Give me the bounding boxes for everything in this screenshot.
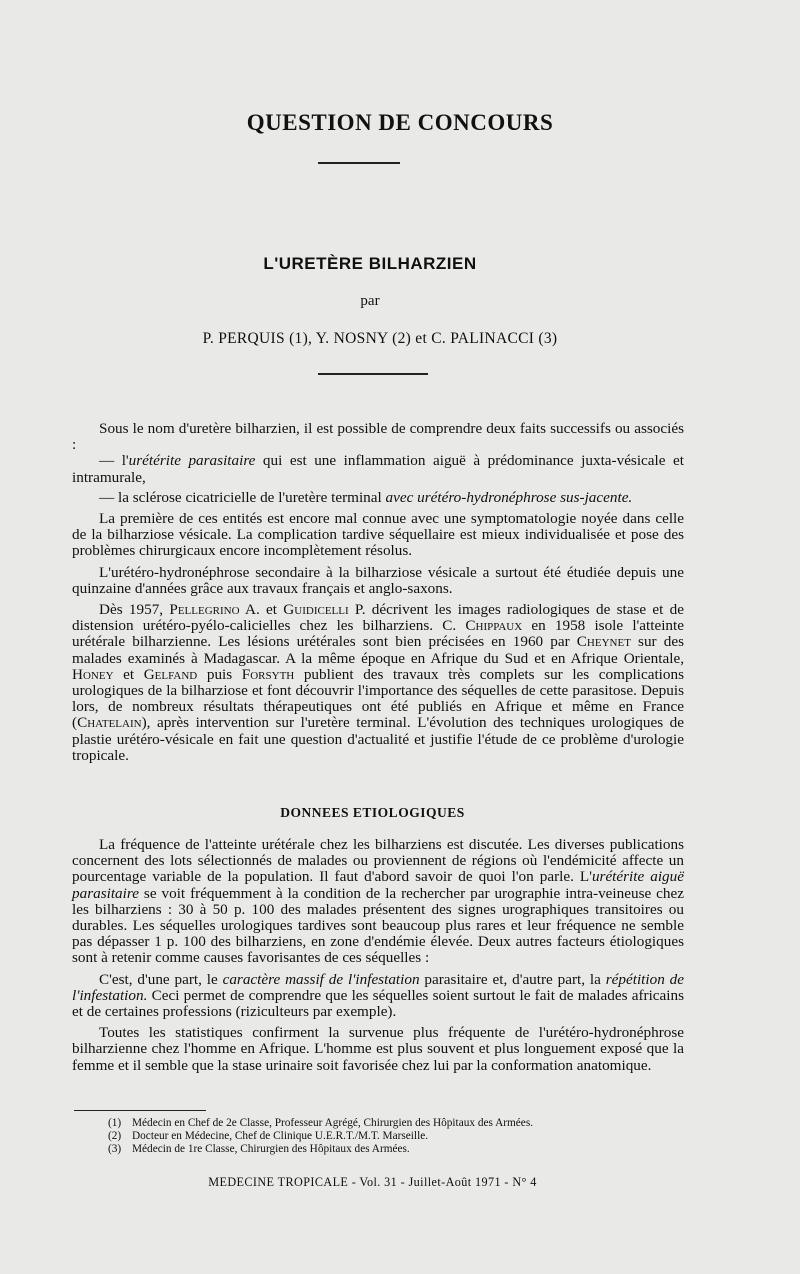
footnote-2: (2) Docteur en Médecine, Chef de Clinique U.E.R.T./M.T. Marseille. bbox=[108, 1130, 429, 1142]
footnote-divider bbox=[74, 1110, 206, 1111]
title-divider bbox=[318, 162, 400, 164]
section-text bbox=[72, 837, 684, 1074]
intro-paragraph-3: — la sclérose cicatricielle de l'uretère terminal avec urétéro-hydronéphrose sus-jacente. bbox=[99, 488, 633, 506]
intro-paragraph-6: Dès 1957, Pellegrino A. et Guidicelli P. décrivent les images radiologiques de stase et de distension urétéro-pyélo-calicielles chez les bilharziens. C. Chippaux en 1958 isole l'atteinte urétérale bilharzienne. Les lésions urétérales sont bien précisées en 1960 par Cheynet sur des malades examinés à Madagascar. A la même époque en Afrique du Sud et en Afrique Orientale, Honey et Gelfand puis Forsyth publient des travaux très complets sur les complications urologiques de la bilharziose et font découvrir l'importance des séquelles de cette parasitose. Depuis lors, de nombreux résultats thérapeutiques ont été publiés en Afrique et même en France (Chatelain), après intervention sur l'uretère terminal. L'évolution des techniques urologiques de plastie urétéro-vésicale en fait une question d'actualité et justifie l'étude de ce problème d'urologie tropicale. bbox=[72, 601, 685, 764]
page-title: QUESTION DE CONCOURS bbox=[246, 110, 554, 135]
section-paragraph-3: Toutes les statistiques confirment la survenue plus fréquente de l'urétéro-hydronéphrose bilharzienne chez l'homme en Afrique. L'homme est plus souvent et plus longuement exposé que la femme et il semble que la stase urinaire soit favorisée chez lui par la conformation anatomique. bbox=[72, 1024, 684, 1074]
footnotes bbox=[108, 1117, 708, 1156]
journal-footer: MEDECINE TROPICALE - Vol. 31 - Juillet-Août 1971 - N° 4 bbox=[208, 1175, 537, 1189]
authors-divider bbox=[318, 373, 428, 375]
intro-paragraph-2: — l'urétérite parasitaire qui est une inflammation aiguë à prédominance juxta-vésicale et intramurale, bbox=[72, 452, 684, 486]
by-line: par bbox=[360, 293, 380, 309]
intro-paragraph-5: L'urétéro-hydronéphrose secondaire à la bilharziose vésicale a surtout été étudiée depuis une quinzaine d'années grâce aux travaux français et anglo-saxons. bbox=[72, 563, 684, 597]
intro-text bbox=[72, 421, 684, 764]
intro-paragraph-4: La première de ces entités est encore mal connue avec une symptomatologie noyée dans celle de la bilharziose vésicale. La complication tardive séquellaire est mieux individualisée et pose des problèmes chirurgicaux encore incomplètement résolus. bbox=[72, 510, 684, 560]
footnote-3: (3) Médecin de 1re Classe, Chirurgien des Hôpitaux des Armées. bbox=[108, 1143, 410, 1155]
section-paragraph-1: La fréquence de l'atteinte urétérale chez les bilharziens est discutée. Les diverses publications concernent des lots sélectionnés de malades ou proviennent de régions où l'endémicité affecte un pourcentage variable de la population. Il faut d'abord savoir de quoi l'on parle. L'urétérite aiguë parasitaire se voit fréquemment à la condition de la rechercher par urographie intra-veineuse chez les bilharziens : 30 à 50 p. 100 des malades présentent des signes urographiques transitoires ou durables. Les séquelles urologiques tardives sont beaucoup plus rares et leur fréquence ne semble pas dépasser 1 p. 100 des bilharziens, en zone d'endémie élevée. Deux autres facteurs étiologiques sont à retenir comme causes favorisantes de ces séquelles : bbox=[72, 836, 684, 967]
authors-line: P. PERQUIS (1), Y. NOSNY (2) et C. PALINACCI (3) bbox=[202, 330, 558, 347]
article-title: L'URETÈRE BILHARZIEN bbox=[263, 254, 477, 273]
section-paragraph-2: C'est, d'une part, le caractère massif de l'infestation parasitaire et, d'autre part, la répétition de l'infestation. Ceci permet de comprendre que les séquelles soient surtout le fait de malades africains et de certaines professions (riziculteurs par exemple). bbox=[72, 970, 684, 1021]
intro-paragraph-1: Sous le nom d'uretère bilharzien, il est possible de comprendre deux faits successifs ou associés : bbox=[72, 420, 684, 454]
section-heading: DONNEES ETIOLOGIQUES bbox=[280, 805, 465, 820]
footnote-1: (1) Médecin en Chef de 2e Classe, Professeur Agrégé, Chirurgien des Hôpitaux des Armées. bbox=[108, 1117, 534, 1129]
